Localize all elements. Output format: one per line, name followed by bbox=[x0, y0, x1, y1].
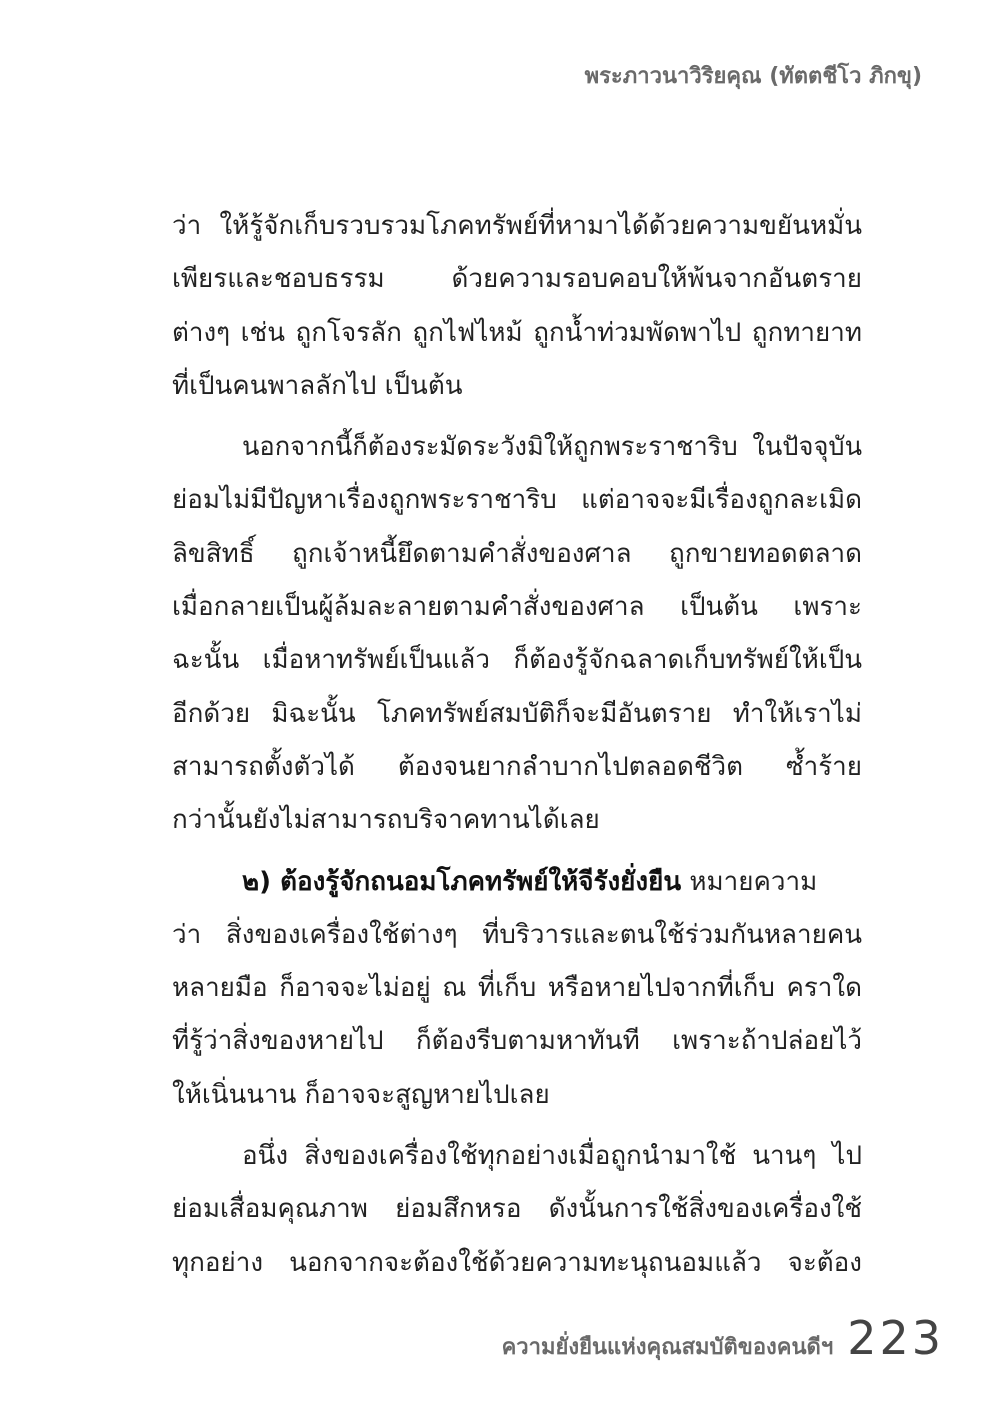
running-header-author: พระภาวนาวิริยคุณ (ทัตตชีโว ภิกขุ) bbox=[584, 64, 922, 89]
paragraph-1 bbox=[172, 200, 862, 413]
text-line: ให้เนิ่นนาน ก็อาจจะสูญหายไปเลย bbox=[172, 1079, 550, 1110]
paragraph-4 bbox=[172, 1130, 862, 1290]
page-number: 223 bbox=[847, 1311, 944, 1365]
text-line: เมื่อกลายเป็นผู้ล้มละลายตามคำสั่งของศาล เป็นต้น เพราะ bbox=[172, 592, 862, 623]
section-heading: ๒) ต้องรู้จักถนอมโภคทรัพย์ให้จีรังยั่งยืน bbox=[242, 866, 682, 897]
text-line: ทุกอย่าง นอกจากจะต้องใช้ด้วยความทะนุถนอมแล้ว จะต้อง bbox=[172, 1247, 862, 1278]
text-line: อนึ่ง สิ่งของเครื่องใช้ทุกอย่างเมื่อถูกนำมาใช้ นานๆ ไป bbox=[242, 1141, 862, 1172]
text-line: ว่า สิ่งของเครื่องใช้ต่างๆ ที่บริวารและตนใช้ร่วมกันหลายคน bbox=[172, 919, 862, 950]
heading-continuation: หมายความ bbox=[681, 866, 818, 897]
text-line: ต่างๆ เช่น ถูกโจรลัก ถูกไฟไหม้ ถูกน้ำท่วมพัดพาไป ถูกทายาท bbox=[172, 317, 862, 348]
paragraph-2 bbox=[172, 421, 862, 847]
text-line: อีกด้วย มิฉะนั้น โภคทรัพย์สมบัติก็จะมีอันตราย ทำให้เราไม่ bbox=[172, 698, 862, 729]
text-line: เพียรและชอบธรรม ด้วยความรอบคอบให้พ้นจากอันตราย bbox=[172, 264, 862, 295]
text-line: กว่านั้นยังไม่สามารถบริจาคทานได้เลย bbox=[172, 805, 600, 836]
text-line: หลายมือ ก็อาจจะไม่อยู่ ณ ที่เก็บ หรือหายไปจากที่เก็บ คราใด bbox=[172, 973, 862, 1004]
section-heading-line bbox=[172, 856, 862, 909]
body-text bbox=[172, 200, 862, 1290]
text-line: ที่รู้ว่าสิ่งของหายไป ก็ต้องรีบตามหาทันที เพราะถ้าปล่อยไว้ bbox=[172, 1026, 862, 1057]
text-line: นอกจากนี้ก็ต้องระมัดระวังมิให้ถูกพระราชาริบ ในปัจจุบัน bbox=[242, 432, 862, 463]
footer-book-title: ความยั่งยืนแห่งคุณสมบัติของคนดีฯ bbox=[501, 1335, 834, 1360]
text-line: ว่า ให้รู้จักเก็บรวบรวมโภคทรัพย์ที่หามาได้ด้วยความขยันหมั่น bbox=[172, 211, 862, 241]
text-line: ฉะนั้น เมื่อหาทรัพย์เป็นแล้ว ก็ต้องรู้จักฉลาดเก็บทรัพย์ให้เป็น bbox=[172, 645, 862, 676]
running-footer bbox=[502, 1311, 944, 1365]
text-line: ย่อมไม่มีปัญหาเรื่องถูกพระราชาริบ แต่อาจจะมีเรื่องถูกละเมิด bbox=[172, 485, 862, 516]
text-line: สามารถตั้งตัวได้ ต้องจนยากลำบากไปตลอดชีวิต ซ้ำร้าย bbox=[172, 751, 862, 782]
text-line: ลิขสิทธิ์ ถูกเจ้าหนี้ยึดตามคำสั่งของศาล ถูกขายทอดตลาด bbox=[172, 538, 862, 569]
text-line: ย่อมเสื่อมคุณภาพ ย่อมสึกหรอ ดังนั้นการใช้สิ่งของเครื่องใช้ bbox=[172, 1194, 862, 1225]
text-line: ที่เป็นคนพาลลักไป เป็นต้น bbox=[172, 370, 463, 401]
paragraph-3 bbox=[172, 856, 862, 1122]
